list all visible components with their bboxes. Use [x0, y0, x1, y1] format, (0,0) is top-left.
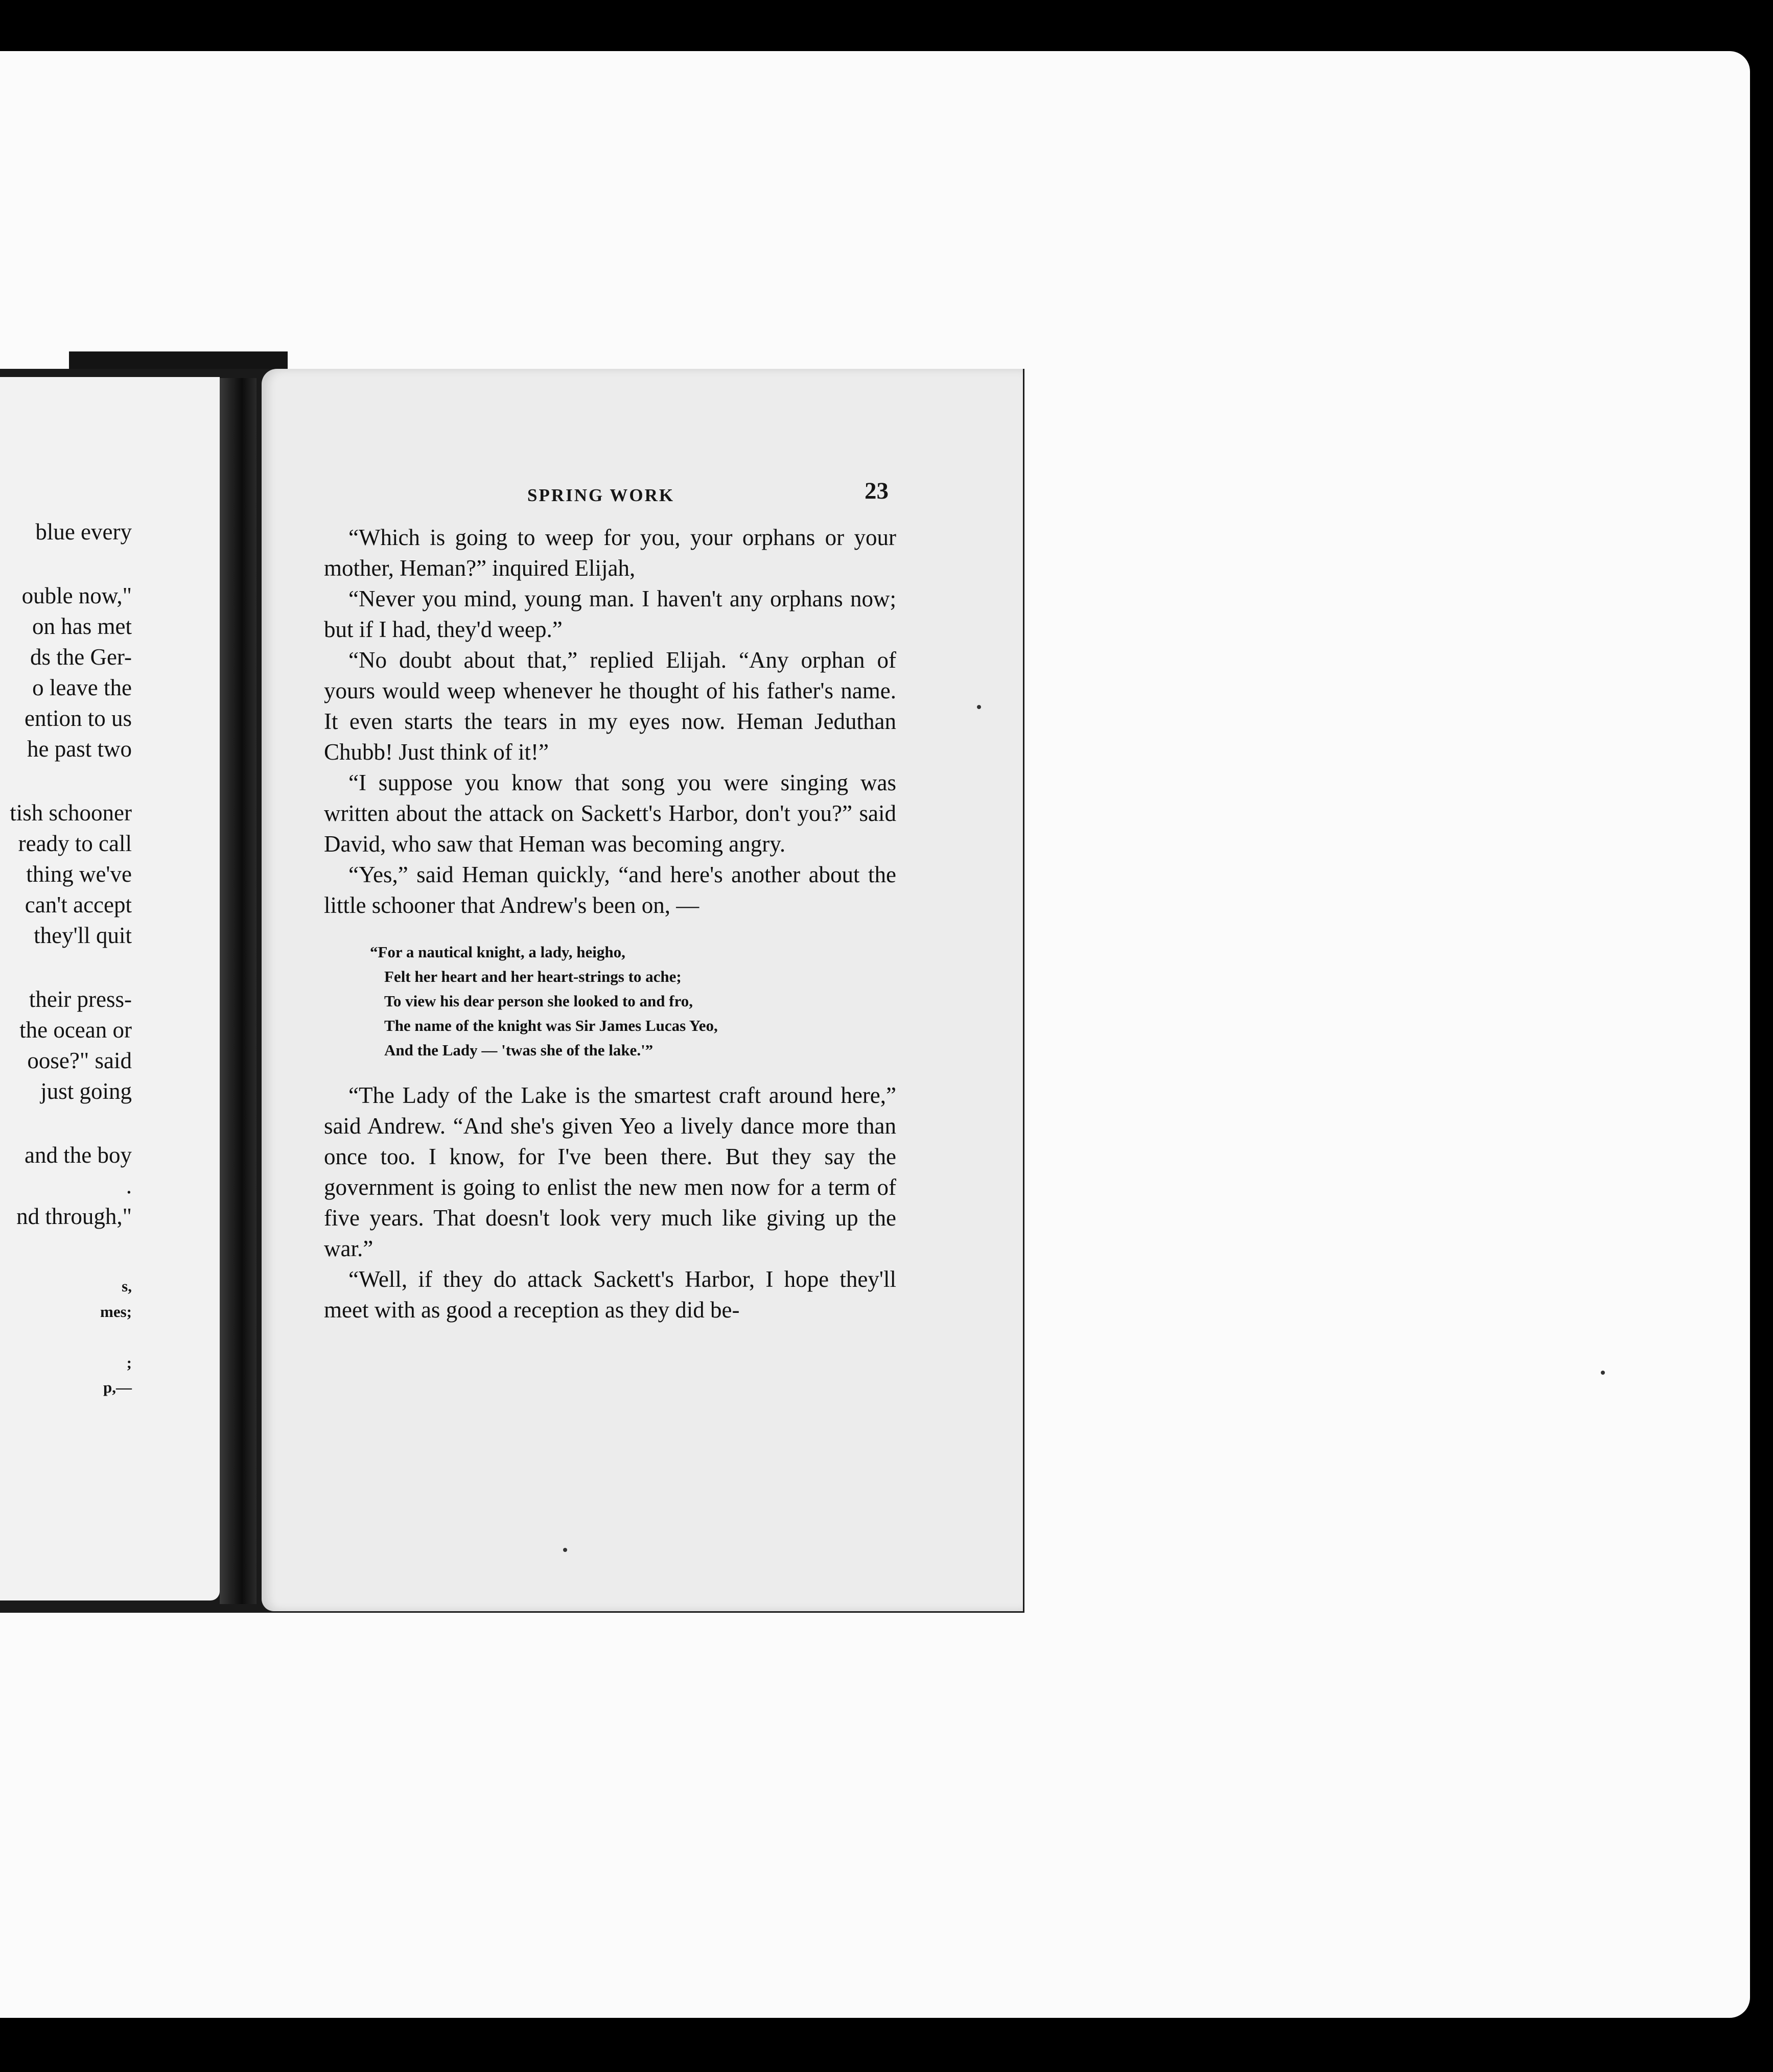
left-page-line: the ocean or [19, 1017, 132, 1043]
left-page [0, 377, 220, 1600]
left-page-line: just going [40, 1078, 132, 1104]
left-page-line: ; [126, 1354, 132, 1372]
right-page [262, 369, 1023, 1611]
left-page-line: on has met [32, 614, 132, 639]
verse-line: And the Lady — 'twas she of the lake.'” [384, 1041, 654, 1059]
verse-block [370, 940, 896, 1063]
paragraph: “The Lady of the Lake is the smartest craft around here,” said Andrew. “And she's given Yeo a lively dance more than once too. I know, for I've been there. But they say the government is going to enlist the new men now for a term of five years. That doesn't look very much like giving up the war.” [324, 1082, 896, 1261]
page-number: 23 [865, 478, 889, 504]
left-page-line: tish schooner [10, 800, 132, 826]
paragraph: “No doubt about that,” replied Elijah. “Any orphan of yours would weep whenever he thought of his father's name. It even starts the tears in my eyes now. Heman Jeduthan Chubb! Just think of it!” [324, 647, 896, 765]
paragraph: “Well, if they do attack Sackett's Harbor, I hope they'll meet with as good a reception as they did be- [324, 1266, 896, 1323]
verse-line: The name of the knight was Sir James Lucas Yeo, [384, 1017, 718, 1034]
left-page-line: blue every [35, 519, 132, 545]
left-page-line: he past two [27, 736, 132, 762]
left-page-line: . [126, 1173, 132, 1198]
dust-speck [1601, 1371, 1605, 1375]
left-page-line: can't accept [25, 892, 132, 917]
left-page-line: their press- [29, 986, 132, 1012]
running-head: SPRING WORK [527, 485, 675, 505]
left-page-line: oose?" said [27, 1048, 132, 1073]
paragraph: “I suppose you know that song you were singing was written about the attack on Sackett's Harbor, don't you?” said David, who saw that Heman was becoming angry. [324, 770, 896, 857]
dust-speck [563, 1548, 567, 1552]
verse-line: “For a nautical knight, a lady, heigho, [370, 943, 625, 961]
left-page-line: ention to us [25, 705, 132, 731]
left-page-line: thing we've [26, 861, 132, 887]
left-page-line: and the boy [25, 1142, 132, 1168]
page-body [324, 522, 896, 1325]
left-page-line: ds the Ger- [30, 644, 132, 670]
left-page-line: they'll quit [34, 923, 132, 948]
paragraph: “Never you mind, young man. I haven't any orphans now; but if I had, they'd weep.” [324, 586, 896, 642]
verse-line: Felt her heart and her heart-strings to ache; [384, 968, 682, 985]
verse-line: To view his dear person she looked to and fro, [384, 992, 693, 1010]
left-page-line: o leave the [32, 675, 132, 700]
paragraph: “Yes,” said Heman quickly, “and here's another about the little schooner that Andrew's been on, — [324, 862, 896, 918]
book-gutter [220, 378, 256, 1604]
left-page-line: ready to call [18, 831, 132, 856]
dust-speck [977, 705, 981, 709]
left-page-line: nd through," [16, 1204, 132, 1229]
left-page-line: ouble now," [21, 583, 132, 608]
paragraph: “Which is going to weep for you, your orphans or your mother, Heman?” inquired Elijah, [324, 525, 896, 581]
left-page-line: s, [122, 1277, 132, 1295]
left-page-line: mes; [100, 1303, 132, 1321]
left-page-line: p,— [103, 1378, 132, 1396]
